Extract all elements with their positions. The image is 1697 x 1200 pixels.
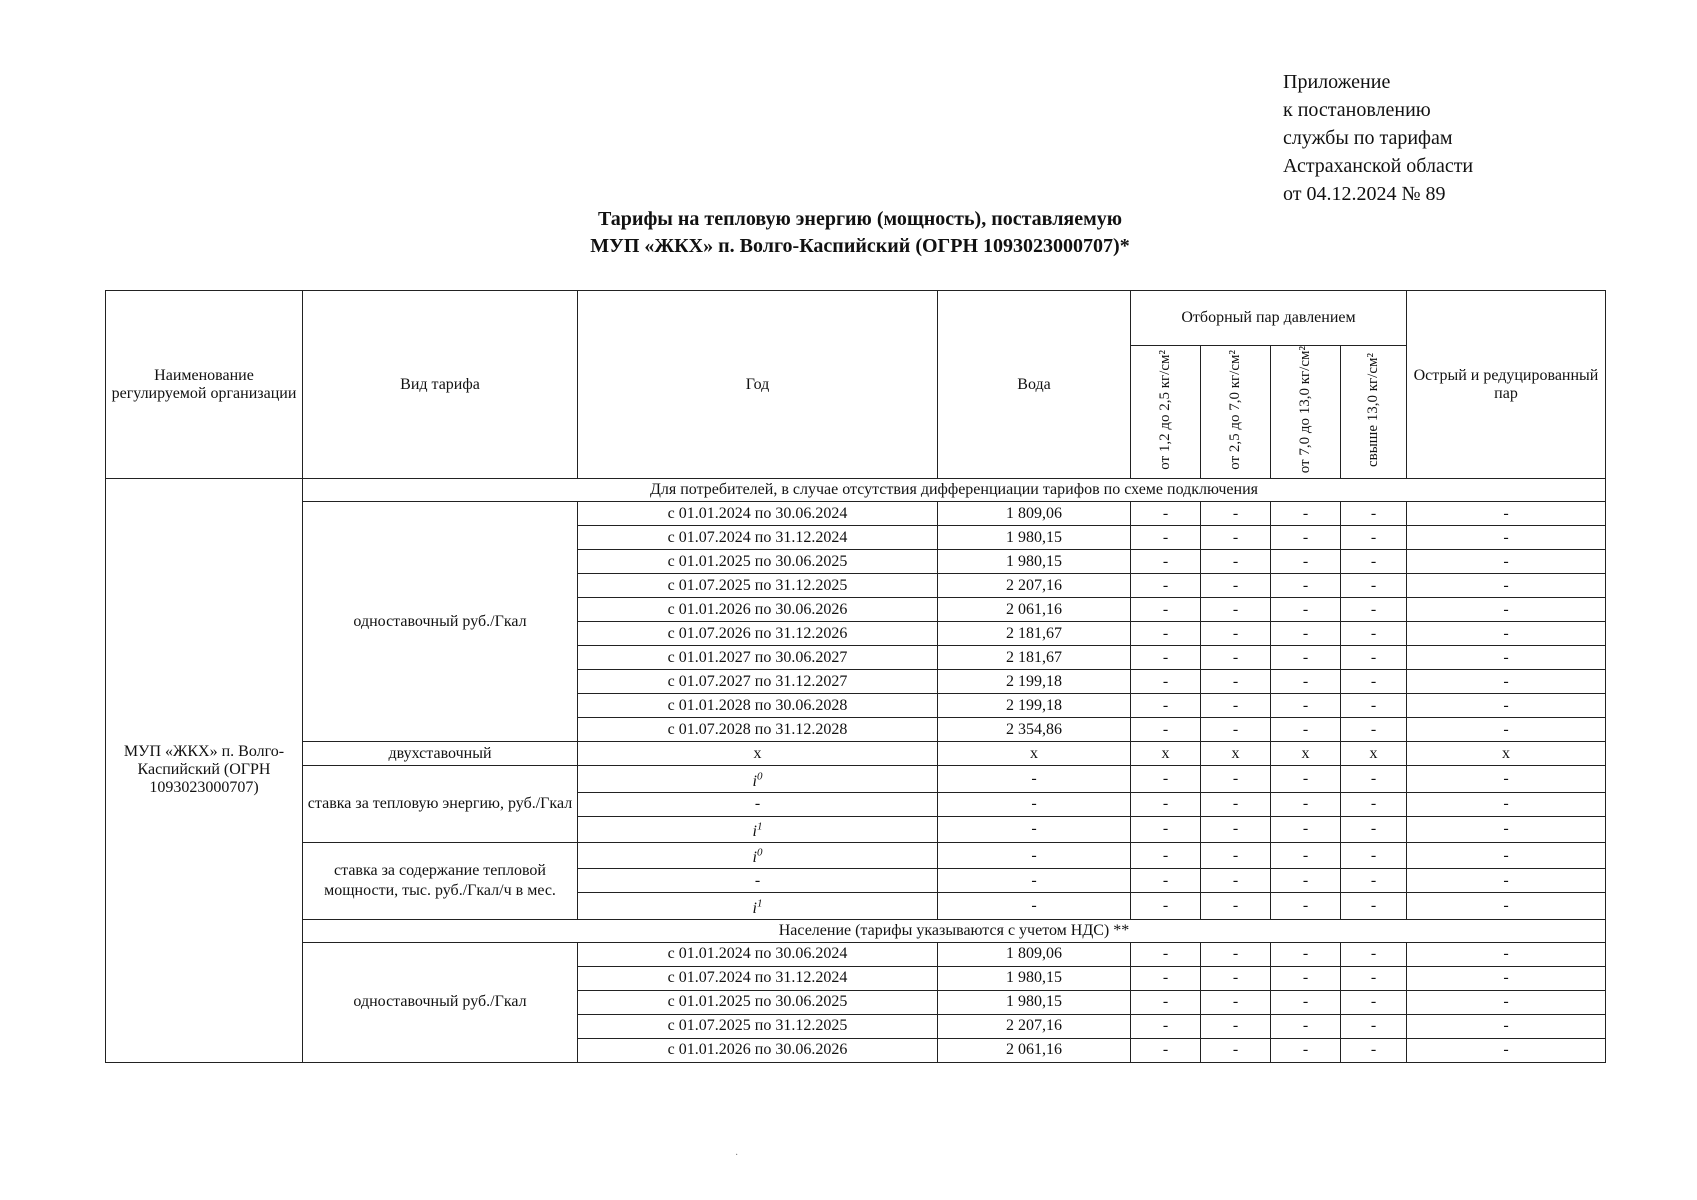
index-symbol — [752, 846, 763, 867]
value-cell: - — [1271, 942, 1341, 966]
water-value-cell: 2 207,16 — [938, 574, 1131, 598]
value-cell: - — [1341, 816, 1407, 842]
index-cell — [578, 816, 938, 842]
value-cell: - — [1341, 842, 1407, 868]
header-kind: Вид тарифа — [303, 291, 578, 479]
header-steam-1-label: от 1,2 до 2,5 кг/см² — [1157, 349, 1173, 470]
value-cell: - — [1271, 574, 1341, 598]
value-cell: x — [1201, 742, 1271, 766]
table-row — [106, 742, 1606, 766]
value-cell: x — [1271, 742, 1341, 766]
appendix-line: к постановлению — [1283, 99, 1431, 121]
header-steam-1 — [1131, 346, 1201, 479]
value-cell: - — [1271, 1038, 1341, 1062]
document-title — [380, 206, 1340, 260]
value-cell: - — [1407, 869, 1606, 893]
value-cell: - — [1131, 502, 1201, 526]
index-cell — [578, 766, 938, 792]
value-cell: - — [1201, 1014, 1271, 1038]
value-cell: - — [1131, 816, 1201, 842]
value-cell: - — [1131, 893, 1201, 919]
value-cell: - — [1341, 869, 1407, 893]
value-cell: - — [938, 842, 1131, 868]
table-row — [106, 766, 1606, 792]
header-steam-4-label: свыше 13,0 кг/см² — [1365, 352, 1381, 467]
value-cell: - — [1407, 694, 1606, 718]
value-cell: - — [1201, 842, 1271, 868]
index-symbol — [752, 820, 763, 840]
period-cell: с 01.07.2026 по 31.12.2026 — [578, 622, 938, 646]
value-cell: - — [938, 816, 1131, 842]
water-value-cell: 1 809,06 — [938, 942, 1131, 966]
value-cell: - — [1341, 550, 1407, 574]
value-cell: - — [1341, 766, 1407, 792]
value-cell: - — [1341, 646, 1407, 670]
appendix-line: от 04.12.2024 № 89 — [1283, 183, 1446, 205]
period-cell: с 01.07.2025 по 31.12.2025 — [578, 1014, 938, 1038]
water-value-cell: 2 181,67 — [938, 646, 1131, 670]
value-cell: - — [1201, 893, 1271, 919]
value-cell: - — [1407, 990, 1606, 1014]
period-cell: с 01.07.2024 по 31.12.2024 — [578, 526, 938, 550]
value-cell: - — [1407, 550, 1606, 574]
value-cell: - — [1341, 574, 1407, 598]
appendix-line: службы по тарифам — [1283, 127, 1453, 149]
tariff-kind-cell: одноставочный руб./Гкал — [303, 942, 578, 1062]
water-value-cell: 2 181,67 — [938, 622, 1131, 646]
period-cell: с 01.01.2027 по 30.06.2027 — [578, 646, 938, 670]
value-cell: x — [1341, 742, 1407, 766]
header-org: Наименование регулируемой организации — [106, 291, 303, 479]
value-cell: - — [1407, 598, 1606, 622]
value-cell: - — [1341, 990, 1407, 1014]
value-cell: - — [578, 792, 938, 816]
title-line-2: МУП «ЖКХ» п. Волго-Каспийский (ОГРН 1093023000707)* — [590, 235, 1130, 257]
value-cell: - — [1341, 966, 1407, 990]
value-cell: - — [1131, 526, 1201, 550]
water-value-cell: 1 809,06 — [938, 502, 1131, 526]
value-cell: - — [1271, 670, 1341, 694]
value-cell: - — [1201, 816, 1271, 842]
period-cell: с 01.01.2025 по 30.06.2025 — [578, 990, 938, 1014]
value-cell: - — [1341, 598, 1407, 622]
value-cell: - — [1201, 526, 1271, 550]
value-cell: - — [1407, 942, 1606, 966]
org-name-cell: МУП «ЖКХ» п. Волго-Каспийский (ОГРН 1093023000707) — [106, 479, 303, 1062]
value-cell: - — [938, 869, 1131, 893]
value-cell: - — [1407, 622, 1606, 646]
period-cell: с 01.01.2024 по 30.06.2024 — [578, 942, 938, 966]
value-cell: - — [1271, 502, 1341, 526]
value-cell: - — [1407, 718, 1606, 742]
period-cell: с 01.01.2025 по 30.06.2025 — [578, 550, 938, 574]
value-cell: - — [1131, 646, 1201, 670]
header-steam-3 — [1271, 346, 1341, 479]
appendix-line: Астраханской области — [1283, 155, 1474, 177]
section-row — [106, 919, 1606, 942]
value-cell: - — [938, 792, 1131, 816]
value-cell: - — [1341, 942, 1407, 966]
header-steam-2-label: от 2,5 до 7,0 кг/см² — [1227, 349, 1243, 470]
value-cell: - — [1407, 1038, 1606, 1062]
value-cell: - — [1407, 574, 1606, 598]
index-superscript: 0 — [756, 846, 763, 859]
value-cell: - — [1271, 816, 1341, 842]
value-cell: - — [1271, 622, 1341, 646]
value-cell: - — [1201, 502, 1271, 526]
value-cell: - — [1131, 1038, 1201, 1062]
value-cell: - — [1201, 869, 1271, 893]
value-cell: - — [1271, 646, 1341, 670]
value-cell: - — [1271, 526, 1341, 550]
value-cell: - — [1201, 990, 1271, 1014]
value-cell: - — [1271, 766, 1341, 792]
value-cell: - — [1201, 550, 1271, 574]
value-cell: - — [1131, 718, 1201, 742]
value-cell: - — [1271, 842, 1341, 868]
water-value-cell: 1 980,15 — [938, 526, 1131, 550]
index-cell — [578, 842, 938, 868]
value-cell: - — [1131, 670, 1201, 694]
value-cell: - — [1407, 893, 1606, 919]
value-cell: - — [1407, 766, 1606, 792]
water-value-cell: 1 980,15 — [938, 990, 1131, 1014]
value-cell: - — [1271, 550, 1341, 574]
table-row — [106, 842, 1606, 868]
period-cell: с 01.01.2026 по 30.06.2026 — [578, 1038, 938, 1062]
header-water: Вода — [938, 291, 1131, 479]
value-cell: - — [1131, 550, 1201, 574]
value-cell: - — [1131, 574, 1201, 598]
value-cell: - — [1341, 622, 1407, 646]
water-value-cell: 2 199,18 — [938, 670, 1131, 694]
value-cell: x — [578, 742, 938, 766]
value-cell: - — [1131, 942, 1201, 966]
index-letter: i — [752, 849, 757, 867]
title-line-1: Тарифы на тепловую энергию (мощность), поставляемую — [597, 208, 1123, 230]
value-cell: - — [578, 869, 938, 893]
period-cell: с 01.07.2025 по 31.12.2025 — [578, 574, 938, 598]
value-cell: - — [1407, 526, 1606, 550]
value-cell: - — [1407, 1014, 1606, 1038]
value-cell: - — [1407, 502, 1606, 526]
tariff-kind-cell: одноставочный руб./Гкал — [303, 502, 578, 742]
value-cell: - — [938, 766, 1131, 792]
value-cell: - — [1131, 622, 1201, 646]
water-value-cell: 2 061,16 — [938, 1038, 1131, 1062]
value-cell: - — [1341, 694, 1407, 718]
value-cell: - — [1131, 990, 1201, 1014]
index-symbol — [752, 897, 763, 917]
value-cell: - — [1201, 792, 1271, 816]
value-cell: - — [1271, 990, 1341, 1014]
value-cell: - — [1201, 670, 1271, 694]
value-cell: - — [1131, 966, 1201, 990]
section-title: Население (тарифы указываются с учетом НДС) ** — [303, 919, 1606, 942]
index-letter: i — [752, 772, 757, 790]
water-value-cell: 2 207,16 — [938, 1014, 1131, 1038]
value-cell: - — [1341, 526, 1407, 550]
value-cell: - — [1341, 502, 1407, 526]
water-value-cell: 1 980,15 — [938, 550, 1131, 574]
value-cell: - — [1271, 893, 1341, 919]
value-cell: - — [1341, 1014, 1407, 1038]
index-letter: i — [752, 899, 757, 917]
header-steam-group: Отборный пар давлением — [1131, 291, 1407, 346]
value-cell: - — [1201, 718, 1271, 742]
value-cell: - — [1271, 869, 1341, 893]
period-cell: с 01.07.2027 по 31.12.2027 — [578, 670, 938, 694]
value-cell: - — [1201, 766, 1271, 792]
water-value-cell: 1 980,15 — [938, 966, 1131, 990]
header-steam-2 — [1201, 346, 1271, 479]
value-cell: - — [1201, 966, 1271, 990]
value-cell: - — [1271, 792, 1341, 816]
value-cell: - — [1271, 718, 1341, 742]
value-cell: x — [1407, 742, 1606, 766]
value-cell: - — [1271, 598, 1341, 622]
value-cell: - — [1201, 574, 1271, 598]
value-cell: - — [1131, 598, 1201, 622]
value-cell: - — [1271, 966, 1341, 990]
index-symbol — [752, 770, 763, 790]
value-cell: - — [1407, 646, 1606, 670]
value-cell: - — [1407, 670, 1606, 694]
index-superscript: 0 — [756, 770, 763, 783]
water-value-cell: 2 354,86 — [938, 718, 1131, 742]
value-cell: - — [1131, 1014, 1201, 1038]
header-sharp-steam: Острый и редуцированный пар — [1407, 291, 1606, 479]
value-cell: - — [1131, 842, 1201, 868]
value-cell: x — [938, 742, 1131, 766]
value-cell: - — [1341, 670, 1407, 694]
value-cell: - — [1341, 792, 1407, 816]
value-cell: - — [1131, 792, 1201, 816]
value-cell: - — [1407, 792, 1606, 816]
period-cell: с 01.07.2024 по 31.12.2024 — [578, 966, 938, 990]
appendix-block — [1283, 68, 1473, 208]
value-cell: - — [1407, 966, 1606, 990]
period-cell: с 01.01.2026 по 30.06.2026 — [578, 598, 938, 622]
value-cell: - — [1341, 1038, 1407, 1062]
value-cell: - — [1201, 598, 1271, 622]
header-steam-3-label: от 7,0 до 13,0 кг/см² — [1297, 346, 1313, 474]
value-cell: - — [1407, 816, 1606, 842]
section-title: Для потребителей, в случае отсутствия дифференциации тарифов по схеме подключения — [303, 479, 1606, 502]
tariff-kind-cell: ставка за содержание тепловой мощности, тыс. руб./Гкал/ч в мес. — [303, 842, 578, 919]
value-cell: - — [1131, 766, 1201, 792]
water-value-cell: 2 199,18 — [938, 694, 1131, 718]
tariff-table — [105, 290, 1606, 1063]
value-cell: - — [1341, 893, 1407, 919]
index-cell — [578, 893, 938, 919]
value-cell: - — [1271, 694, 1341, 718]
header-steam-4 — [1341, 346, 1407, 479]
value-cell: - — [1201, 622, 1271, 646]
index-letter: i — [752, 822, 757, 840]
scan-speck: · — [735, 1150, 739, 1161]
table-row — [106, 502, 1606, 526]
tariff-kind-cell: двухставочный — [303, 742, 578, 766]
period-cell: с 01.07.2028 по 31.12.2028 — [578, 718, 938, 742]
section-row — [106, 479, 1606, 502]
table-row — [106, 942, 1606, 966]
appendix-line: Приложение — [1283, 71, 1391, 93]
value-cell: - — [1201, 694, 1271, 718]
index-superscript: 1 — [756, 897, 763, 910]
water-value-cell: 2 061,16 — [938, 598, 1131, 622]
period-cell: с 01.01.2024 по 30.06.2024 — [578, 502, 938, 526]
tariff-kind-cell: ставка за тепловую энергию, руб./Гкал — [303, 766, 578, 843]
value-cell: - — [1341, 718, 1407, 742]
value-cell: x — [1131, 742, 1201, 766]
value-cell: - — [1131, 694, 1201, 718]
value-cell: - — [1407, 842, 1606, 868]
header-year: Год — [578, 291, 938, 479]
index-superscript: 1 — [756, 820, 763, 833]
value-cell: - — [1201, 942, 1271, 966]
value-cell: - — [1201, 1038, 1271, 1062]
value-cell: - — [1201, 646, 1271, 670]
value-cell: - — [938, 893, 1131, 919]
value-cell: - — [1131, 869, 1201, 893]
period-cell: с 01.01.2028 по 30.06.2028 — [578, 694, 938, 718]
value-cell: - — [1271, 1014, 1341, 1038]
